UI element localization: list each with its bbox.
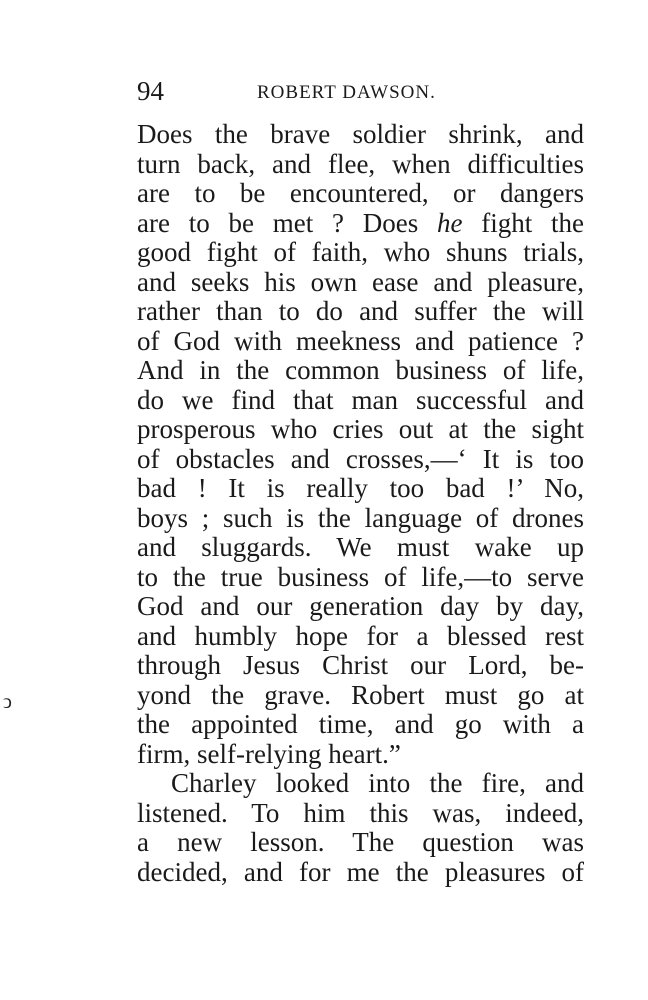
text-line: Charley looked into the fire, and bbox=[171, 768, 584, 798]
text-line: to the true business of life,—to serve bbox=[137, 561, 584, 592]
text-line: prosperous who cries out at the sight bbox=[137, 414, 584, 444]
text-line: are to be encountered, or dangers bbox=[137, 178, 584, 208]
text-line: And in the common business of life, bbox=[137, 355, 584, 385]
body-text bbox=[137, 120, 584, 887]
text-line: and sluggards. We must wake up bbox=[137, 532, 584, 562]
text-line: listened. To him this was, indeed, bbox=[137, 797, 584, 828]
text-line: yond the grave. Robert must go at bbox=[137, 679, 584, 710]
text-line: the appointed time, and go with a bbox=[137, 709, 584, 739]
text-line: and seeks his own ease and pleasure, bbox=[137, 266, 584, 297]
text-line: bad ! It is really too bad !’ No, bbox=[137, 473, 584, 503]
text-line: through Jesus Christ our Lord, be- bbox=[137, 650, 584, 680]
text-segment: are to be met ? Does bbox=[137, 207, 437, 238]
text-line: good fight of faith, who shuns trials, bbox=[137, 237, 584, 267]
text-line: firm, self-relying heart.” bbox=[137, 738, 401, 769]
text-line: a new lesson. The question was bbox=[137, 827, 584, 857]
page-header bbox=[137, 76, 577, 106]
text-line: Does the brave soldier shrink, and bbox=[137, 119, 584, 149]
running-head: ROBERT DAWSON. bbox=[257, 82, 436, 103]
italic-word: he bbox=[437, 207, 463, 238]
text-line bbox=[137, 209, 584, 239]
page-number: 94 bbox=[137, 76, 164, 106]
text-segment: fight the bbox=[462, 207, 584, 238]
text-line: turn back, and flee, when difficulties bbox=[137, 148, 584, 179]
text-line: do we find that man successful and bbox=[137, 384, 584, 415]
margin-mark: ↄ bbox=[3, 691, 12, 713]
text-line: of obstacles and crosses,—‘ It is too bbox=[137, 443, 584, 474]
text-line: of God with meekness and patience ? bbox=[137, 325, 584, 356]
text-line: and humbly hope for a blessed rest bbox=[137, 620, 584, 651]
text-line: boys ; such is the language of drones bbox=[137, 502, 584, 533]
text-line: rather than to do and suffer the will bbox=[137, 296, 584, 326]
text-line: God and our generation day by day, bbox=[137, 591, 584, 621]
text-line: decided, and for me the pleasures of bbox=[137, 856, 584, 887]
